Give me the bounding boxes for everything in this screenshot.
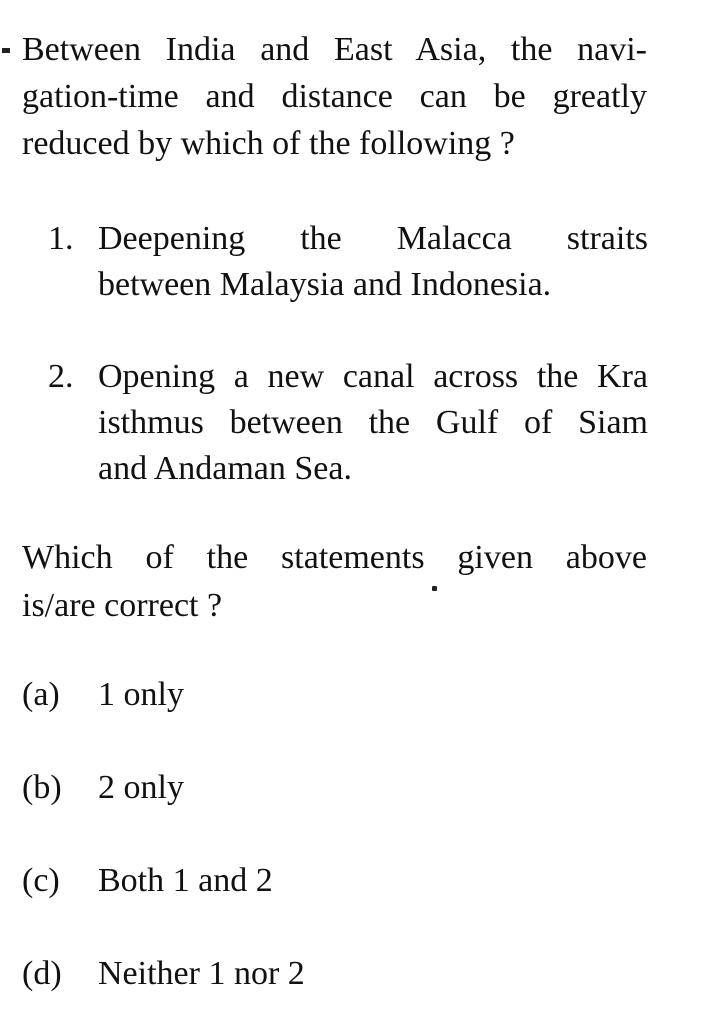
margin-mark [2,48,10,53]
option-text: Neither 1 nor 2 [98,955,305,992]
option-text: 1 only [98,676,184,713]
statement-1 [48,216,648,308]
statement-line: isthmus between the Gulf of Siam [98,404,648,441]
option-label: (d) [22,955,62,992]
option-text: 2 only [98,769,184,806]
option-label: (b) [22,769,62,806]
question-line: gation-time and distance can be greatly [22,78,647,115]
statement-line: Deepening the Malacca straits [98,220,648,257]
question-line: reduced by which of the following ? [22,125,515,162]
option-b[interactable] [22,765,184,811]
statement-number: 2. [48,358,74,395]
prompt-line: Which of the statements given above [22,539,647,576]
option-a[interactable] [22,672,184,718]
option-d[interactable] [22,951,305,997]
statement-number: 1. [48,220,74,257]
option-label: (a) [22,676,60,713]
option-text: Both 1 and 2 [98,862,273,899]
statement-line: between Malaysia and Indonesia. [98,266,552,303]
statement-2 [48,354,648,492]
question-text [22,26,647,167]
option-label: (c) [22,862,60,899]
prompt-text [22,534,647,630]
option-c[interactable] [22,858,273,904]
statement-line: and Andaman Sea. [98,450,352,487]
print-speck [432,586,437,591]
question-line: Between India and East Asia, the navi- [22,31,647,68]
statement-line: Opening a new canal across the Kra [98,358,648,395]
prompt-line: is/are correct ? [22,587,223,624]
